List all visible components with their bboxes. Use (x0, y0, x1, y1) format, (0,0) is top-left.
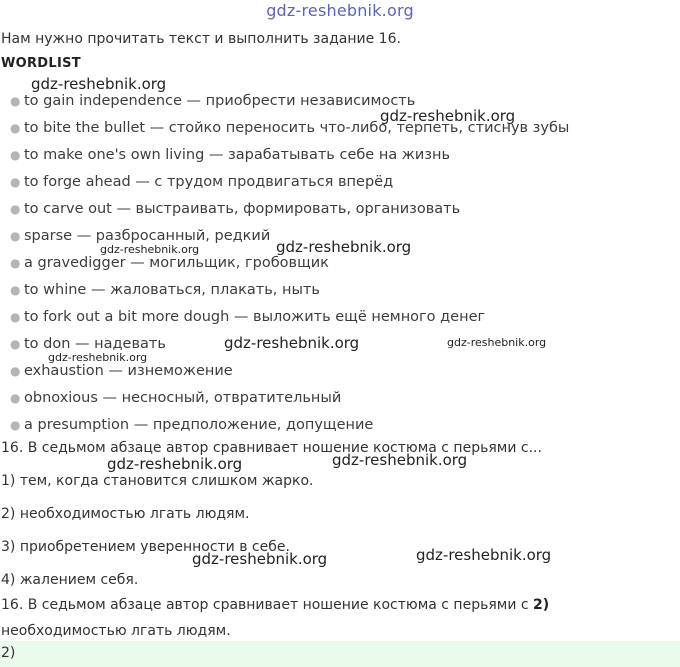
solution-text: 16. В седьмом абзаце автор сравнивает ношение костюма с перьями с 2) (1, 597, 550, 613)
bullet-icon: ● (10, 94, 21, 108)
wordlist-item: ● to whine — жаловаться, плакать, ныть (10, 282, 320, 298)
watermark: gdz-reshebnik.org (31, 75, 167, 93)
wordlist-item: ● to make one's own living — зарабатывать себе на жизнь (10, 147, 451, 163)
wordlist-heading: WORDLIST (1, 56, 81, 71)
watermark: gdz-reshebnik.org (100, 243, 200, 256)
bullet-icon: ● (10, 175, 21, 189)
watermark: gdz-reshebnik.org (447, 336, 547, 349)
bullet-icon: ● (10, 256, 21, 270)
watermark: gdz-reshebnik.org (192, 550, 328, 568)
solution-answer: 2) (533, 597, 550, 613)
watermark: gdz-reshebnik.org (107, 455, 243, 473)
wordlist-item: ● to bite the bullet — стойко переносить что-либо, терпеть, стиснув зубы (10, 120, 570, 136)
watermark: gdz-reshebnik.org (276, 238, 412, 256)
bullet-icon: ● (10, 148, 21, 162)
option-2: 2) необходимостью лгать людям. (1, 506, 250, 522)
solution-continuation: необходимостью лгать людям. (1, 623, 231, 639)
option-1: 1) тем, когда становится слишком жарко. (1, 473, 314, 489)
option-4: 4) жалением себя. (1, 572, 139, 588)
watermark: gdz-reshebnik.org (380, 107, 516, 125)
wordlist-item: ● to carve out — выстраивать, формировать, организовать (10, 201, 461, 217)
wordlist-item: ● a presumption — предположение, допущение (10, 417, 374, 433)
intro-text: Нам нужно прочитать текст и выполнить задание 16. (1, 31, 401, 47)
wordlist-item: ● a gravedigger — могильщик, гробовщик (10, 255, 329, 271)
bullet-icon: ● (10, 283, 21, 297)
watermark: gdz-reshebnik.org (48, 351, 148, 364)
bullet-icon: ● (10, 121, 21, 135)
bullet-icon: ● (10, 364, 21, 378)
answer-bar (0, 641, 680, 667)
option-3: 3) приобретением уверенности в себе. (1, 539, 290, 555)
wordlist-item: ● obnoxious — несносный, отвратительный (10, 390, 342, 406)
wordlist-item: ● sparse — разбросанный, редкий (10, 228, 271, 244)
bullet-icon: ● (10, 337, 21, 351)
watermark: gdz-reshebnik.org (416, 546, 552, 564)
bullet-icon: ● (10, 229, 21, 243)
answer-text: 2) (1, 645, 16, 661)
watermark: gdz-reshebnik.org (332, 451, 468, 469)
question-text: 16. В седьмом абзаце автор сравнивает ношение костюма с перьями с... (1, 440, 542, 456)
bullet-icon: ● (10, 310, 21, 324)
bullet-icon: ● (10, 418, 21, 432)
wordlist-item: ● exhaustion — изнеможение (10, 363, 233, 379)
watermark: gdz-reshebnik.org (224, 334, 360, 352)
wordlist-item: ● to forge ahead — с трудом продвигаться вперёд (10, 174, 394, 190)
site-title[interactable]: gdz-reshebnik.org (266, 1, 414, 20)
wordlist-item: ● to fork out a bit more dough — выложить ещё немного денег (10, 309, 486, 325)
bullet-icon: ● (10, 202, 21, 216)
wordlist-item: ● to don — надевать (10, 336, 166, 352)
wordlist-item: ● to gain independence — приобрести независимость (10, 93, 416, 109)
bullet-icon: ● (10, 391, 21, 405)
